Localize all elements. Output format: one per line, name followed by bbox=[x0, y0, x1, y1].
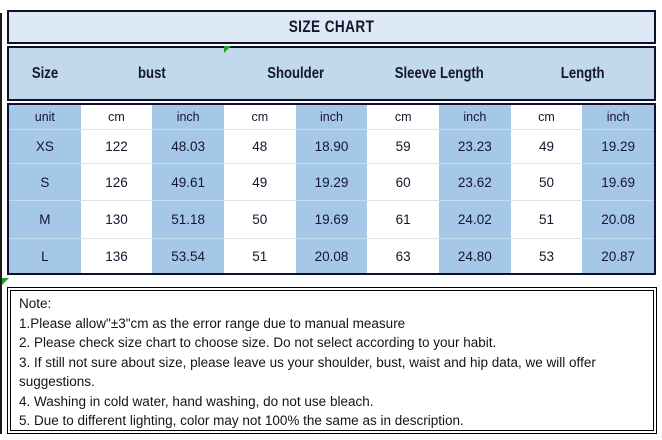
unit-cell: inch bbox=[296, 105, 368, 129]
value-cell: 23.23 bbox=[439, 129, 511, 163]
notes-panel bbox=[7, 287, 657, 434]
value-cell: 50 bbox=[224, 200, 296, 238]
header-size: Size bbox=[31, 64, 58, 82]
size-chart-title-bar bbox=[7, 10, 656, 44]
value-cell: 20.87 bbox=[582, 238, 654, 273]
value-cell: 53 bbox=[511, 238, 583, 273]
unit-cell: inch bbox=[152, 105, 224, 129]
value-cell: 51 bbox=[224, 238, 296, 273]
size-table bbox=[7, 103, 656, 275]
value-cell: 48 bbox=[224, 129, 296, 163]
value-cell: 51 bbox=[511, 200, 583, 238]
value-cell: 19.29 bbox=[582, 129, 654, 163]
value-cell: 18.90 bbox=[296, 129, 368, 163]
note-line: 1.Please allow"±3"cm as the error range due to manual measure bbox=[19, 315, 406, 331]
value-cell: 24.02 bbox=[439, 200, 511, 238]
notes-heading: Note: bbox=[19, 296, 52, 311]
value-cell: 126 bbox=[81, 163, 153, 200]
value-cell: 51.18 bbox=[152, 200, 224, 238]
value-cell: 136 bbox=[81, 238, 153, 273]
value-cell: 24.80 bbox=[439, 238, 511, 273]
size-cell: XS bbox=[9, 129, 81, 163]
unit-cell: inch bbox=[582, 105, 654, 129]
header-shoulder: Shoulder bbox=[267, 64, 325, 82]
unit-cell: cm bbox=[367, 105, 439, 129]
unit-cell: unit bbox=[9, 105, 81, 129]
note-line: 4. Washing in cold water, hand washing, do not use bleach. bbox=[19, 393, 374, 409]
note-line: 3. If still not sure about size, please leave us your shoulder, bust, waist and hip data, we will offer bbox=[19, 354, 596, 370]
value-cell: 19.69 bbox=[582, 163, 654, 200]
value-cell: 20.08 bbox=[582, 200, 654, 238]
unit-cell: cm bbox=[224, 105, 296, 129]
table-header-row bbox=[7, 46, 656, 101]
value-cell: 19.69 bbox=[296, 200, 368, 238]
unit-cell: inch bbox=[439, 105, 511, 129]
value-cell: 63 bbox=[367, 238, 439, 273]
value-cell: 122 bbox=[81, 129, 153, 163]
unit-cell: cm bbox=[81, 105, 153, 129]
page-title: SIZE CHART bbox=[288, 17, 375, 36]
left-edge-line bbox=[0, 13, 2, 434]
value-cell: 61 bbox=[367, 200, 439, 238]
value-cell: 49.61 bbox=[152, 163, 224, 200]
value-cell: 130 bbox=[81, 200, 153, 238]
value-cell: 49 bbox=[224, 163, 296, 200]
value-cell: 49 bbox=[511, 129, 583, 163]
size-cell: M bbox=[9, 200, 81, 238]
value-cell: 19.29 bbox=[296, 163, 368, 200]
value-cell: 23.62 bbox=[439, 163, 511, 200]
cursor-artifact-icon bbox=[2, 278, 9, 285]
value-cell: 48.03 bbox=[152, 129, 224, 163]
size-cell: S bbox=[9, 163, 81, 200]
note-line: suggestions. bbox=[19, 374, 95, 389]
size-cell: L bbox=[9, 238, 81, 273]
note-line: 5. Due to different lighting, color may not 100% the same as in description. bbox=[19, 413, 464, 428]
cursor-artifact-icon bbox=[224, 46, 231, 53]
header-length: Length bbox=[560, 64, 605, 82]
value-cell: 50 bbox=[511, 163, 583, 200]
header-sleeve-length: Sleeve Length bbox=[394, 64, 484, 82]
note-line: 2. Please check size chart to choose size. Do not select according to your habit. bbox=[19, 335, 497, 350]
value-cell: 60 bbox=[367, 163, 439, 200]
value-cell: 53.54 bbox=[152, 238, 224, 273]
value-cell: 59 bbox=[367, 129, 439, 163]
unit-cell: cm bbox=[511, 105, 583, 129]
header-bust: bust bbox=[138, 64, 167, 82]
value-cell: 20.08 bbox=[296, 238, 368, 273]
